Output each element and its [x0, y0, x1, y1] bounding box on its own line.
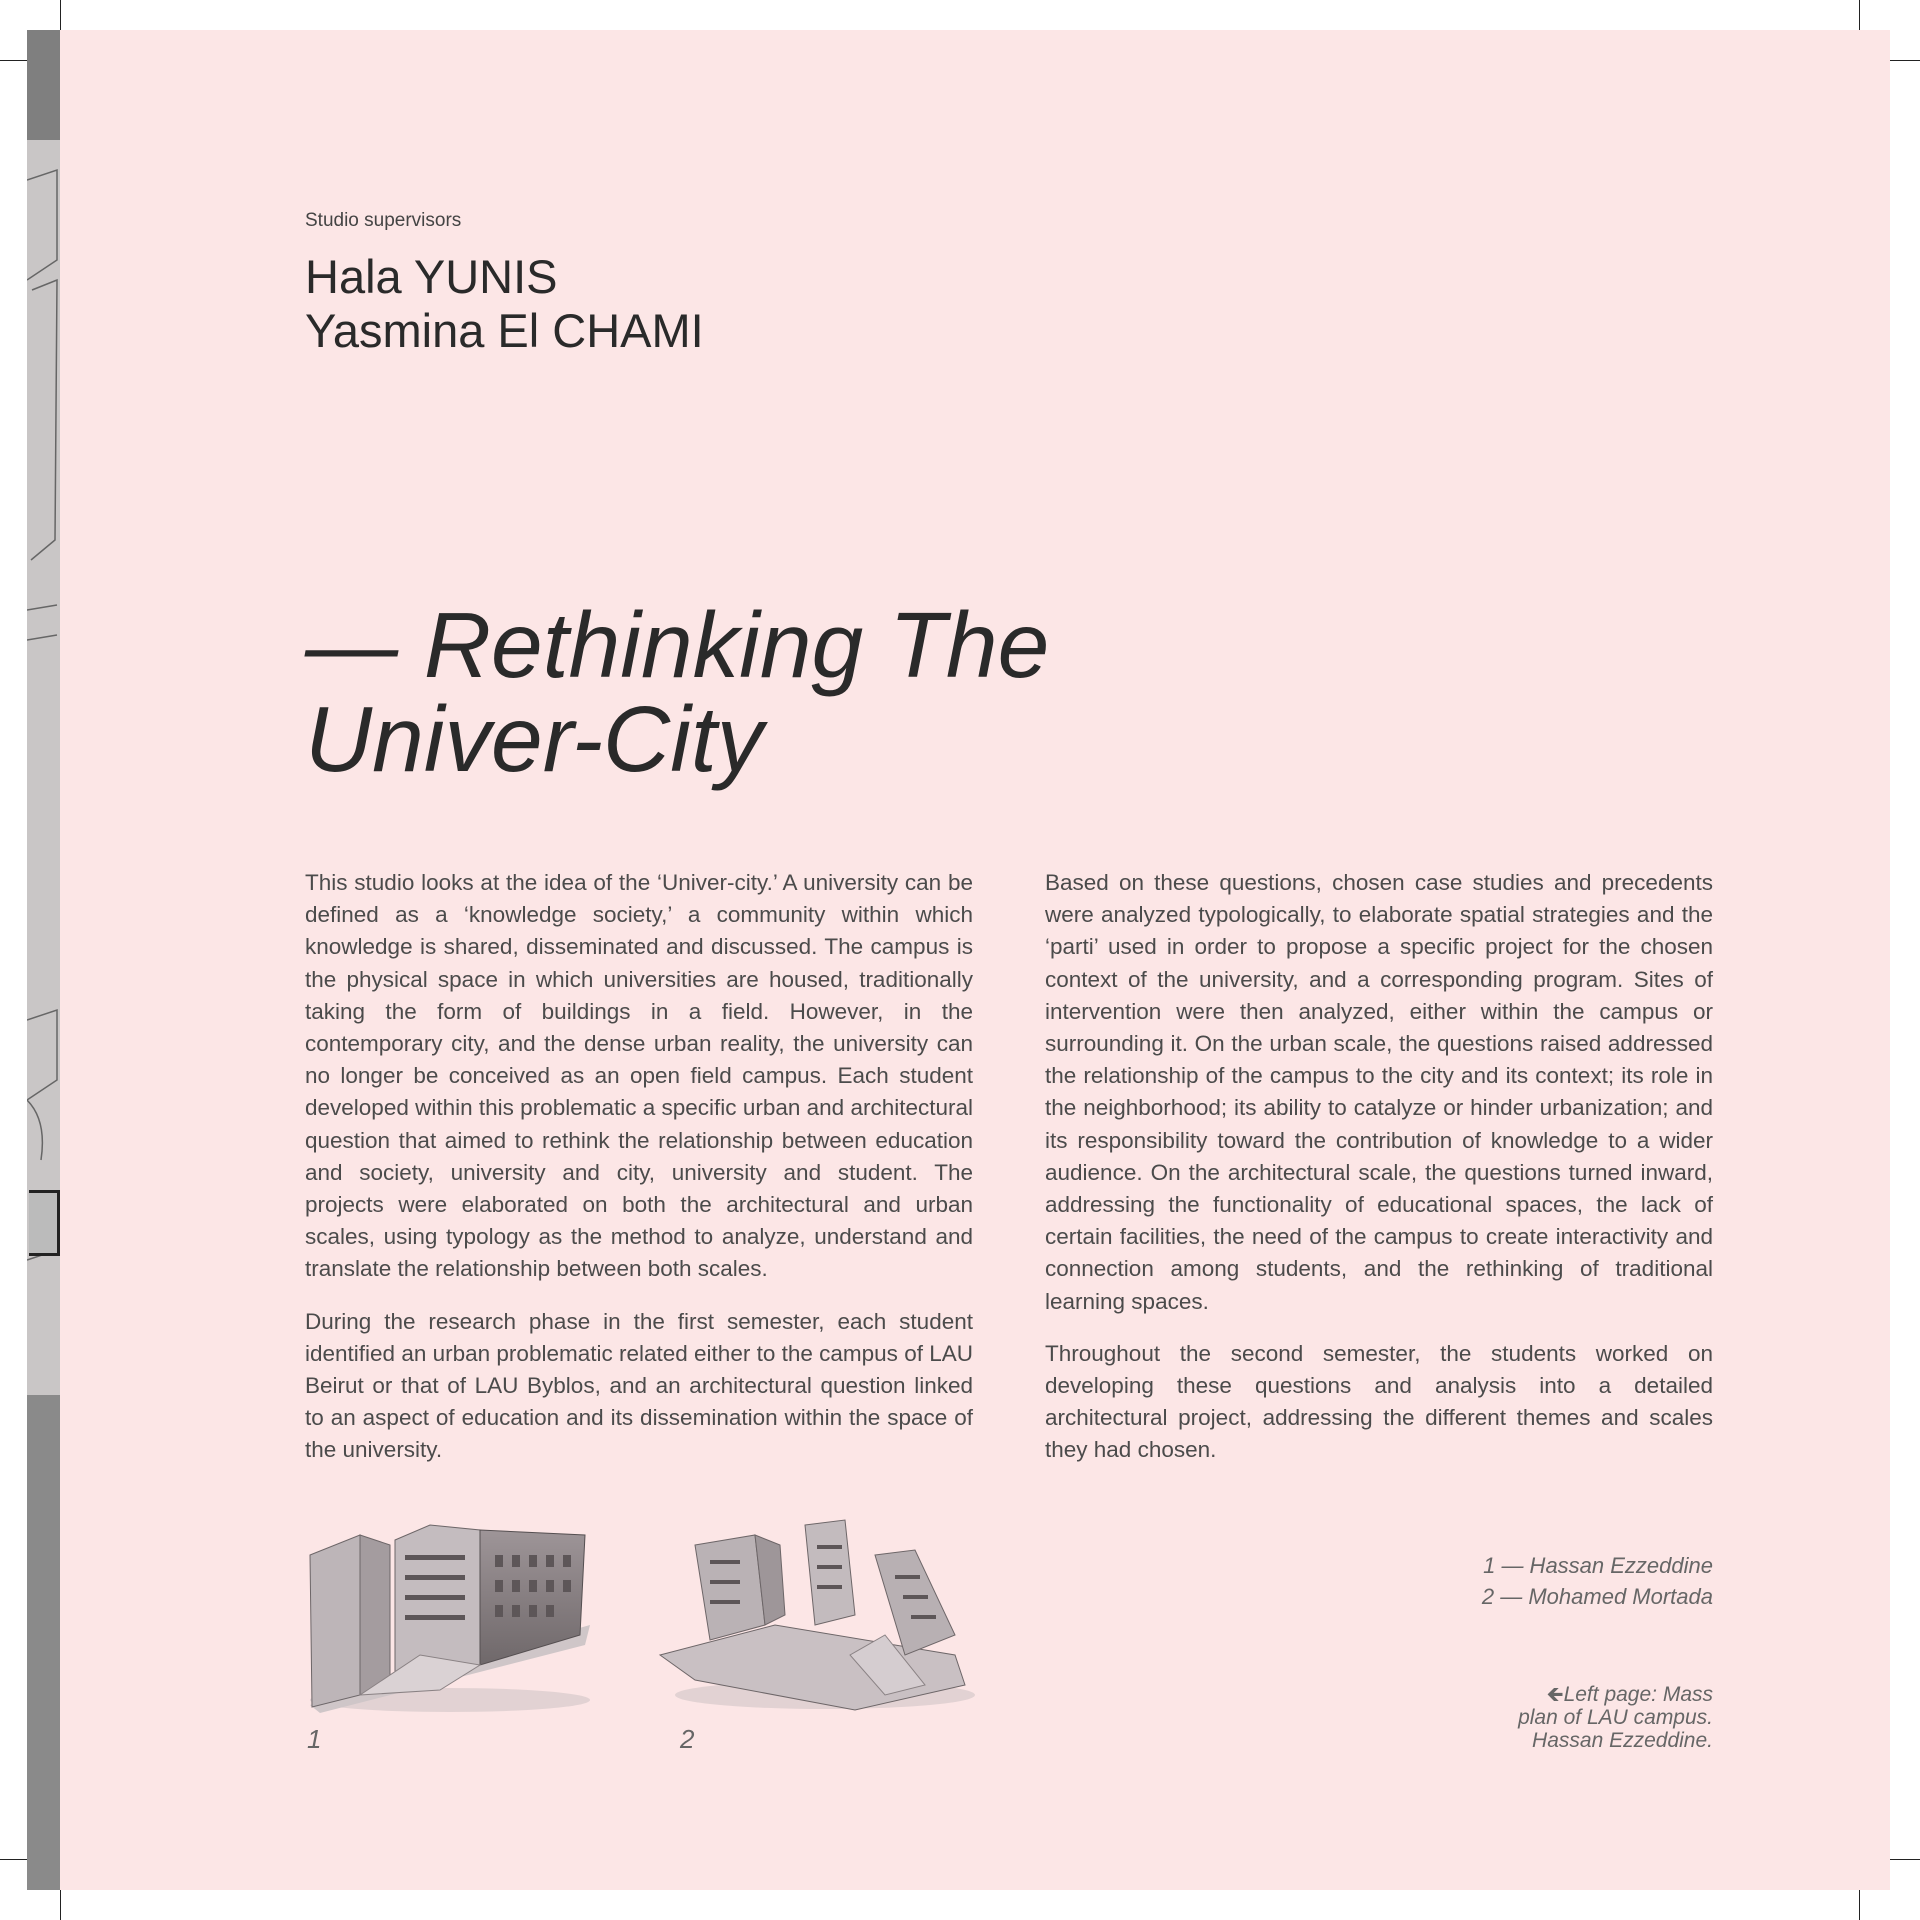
figure-number: 1 [307, 1724, 322, 1754]
title-line: — Rethinking The [305, 593, 1050, 697]
title-line: Univer-City [305, 687, 764, 791]
crop-mark [1859, 1890, 1860, 1920]
left-page-edge [27, 30, 60, 1890]
body-column-left [305, 867, 973, 1487]
figure-number: 2 [680, 1724, 695, 1754]
note-line: plan of LAU campus. [1518, 1706, 1713, 1729]
supervisor-name: Yasmina El CHAMI [305, 304, 704, 357]
crop-mark [1890, 60, 1920, 61]
crop-mark [1890, 1859, 1920, 1860]
building-model-image [300, 1515, 600, 1715]
caption: 2 — Mohamed Mortada [1481, 1584, 1713, 1609]
building-model-image [655, 1515, 975, 1715]
caption: 1 — Hassan Ezzeddine [1483, 1553, 1713, 1578]
plan-marker-box [29, 1190, 60, 1256]
supervisors-label: Studio supervisors [305, 210, 462, 231]
supervisor-name: Hala YUNIS [305, 250, 558, 303]
paragraph: This studio looks at the idea of the ‘Univer-city.’ A university can be defined as a ‘knowledge society,’ a community within which knowledge is shared, disseminated and discussed. The campus is the physical space in which universities are housed, traditionally taking the form of buildings in a field. However, in the contemporary city, and the dense urban reality, the university can no longer be conceived as an open field campus. Each student developed within this problematic a specific urban and architectural question that aimed to rethink the relationship between education and society, university and city, university and student. The projects were elaborated on both the architectural and urban scales, using typology as the method to analyze, understand and translate the relationship between both scales. [305, 870, 973, 1282]
paragraph: Throughout the second semester, the students worked on developing these questions and analysis into a detailed architectural project, addressing the different themes and scales they had chosen. [1045, 1340, 1713, 1463]
note-line: Left page: Mass [1563, 1683, 1713, 1706]
crop-mark [0, 60, 30, 61]
paragraph: During the research phase in the first semester, each student identified an urban problematic related either to the campus of LAU Beirut or that of LAU Byblos, and an architectural question linked to an aspect of education and its dissemination within the space of the university. [305, 1308, 973, 1463]
paragraph: Based on these questions, chosen case studies and precedents were analyzed typologically, to elaborate spatial strategies and the ‘parti’ used in order to propose a specific project for the chosen context of the university, and a corresponding program. Sites of intervention were then analyzed, either within the campus or surrounding it. On the urban scale, the questions raised addressed the relationship of the campus to the city and its context; its role in the neighborhood; its ability to catalyze or hinder urbanization; and its responsibility toward the contribution of knowledge to a wider audience. On the architectural scale, the questions turned inward, addressing the functionality of educational spaces, the lack of certain facilities, the need of the campus to create interactivity and connection among students, and the rethinking of traditional learning spaces. [1045, 870, 1713, 1314]
crop-mark [60, 0, 61, 30]
left-page-note [1518, 1683, 1713, 1752]
crop-mark [60, 1890, 61, 1920]
arrow-left-icon: 🡸 [1546, 1683, 1564, 1706]
page-title [305, 593, 1050, 791]
crop-mark [0, 1859, 30, 1860]
crop-mark [1859, 0, 1860, 30]
figure-captions [1482, 1550, 1713, 1612]
note-line: Hassan Ezzeddine. [1532, 1729, 1713, 1752]
supervisors-names [305, 250, 704, 358]
body-column-right [1045, 867, 1713, 1487]
